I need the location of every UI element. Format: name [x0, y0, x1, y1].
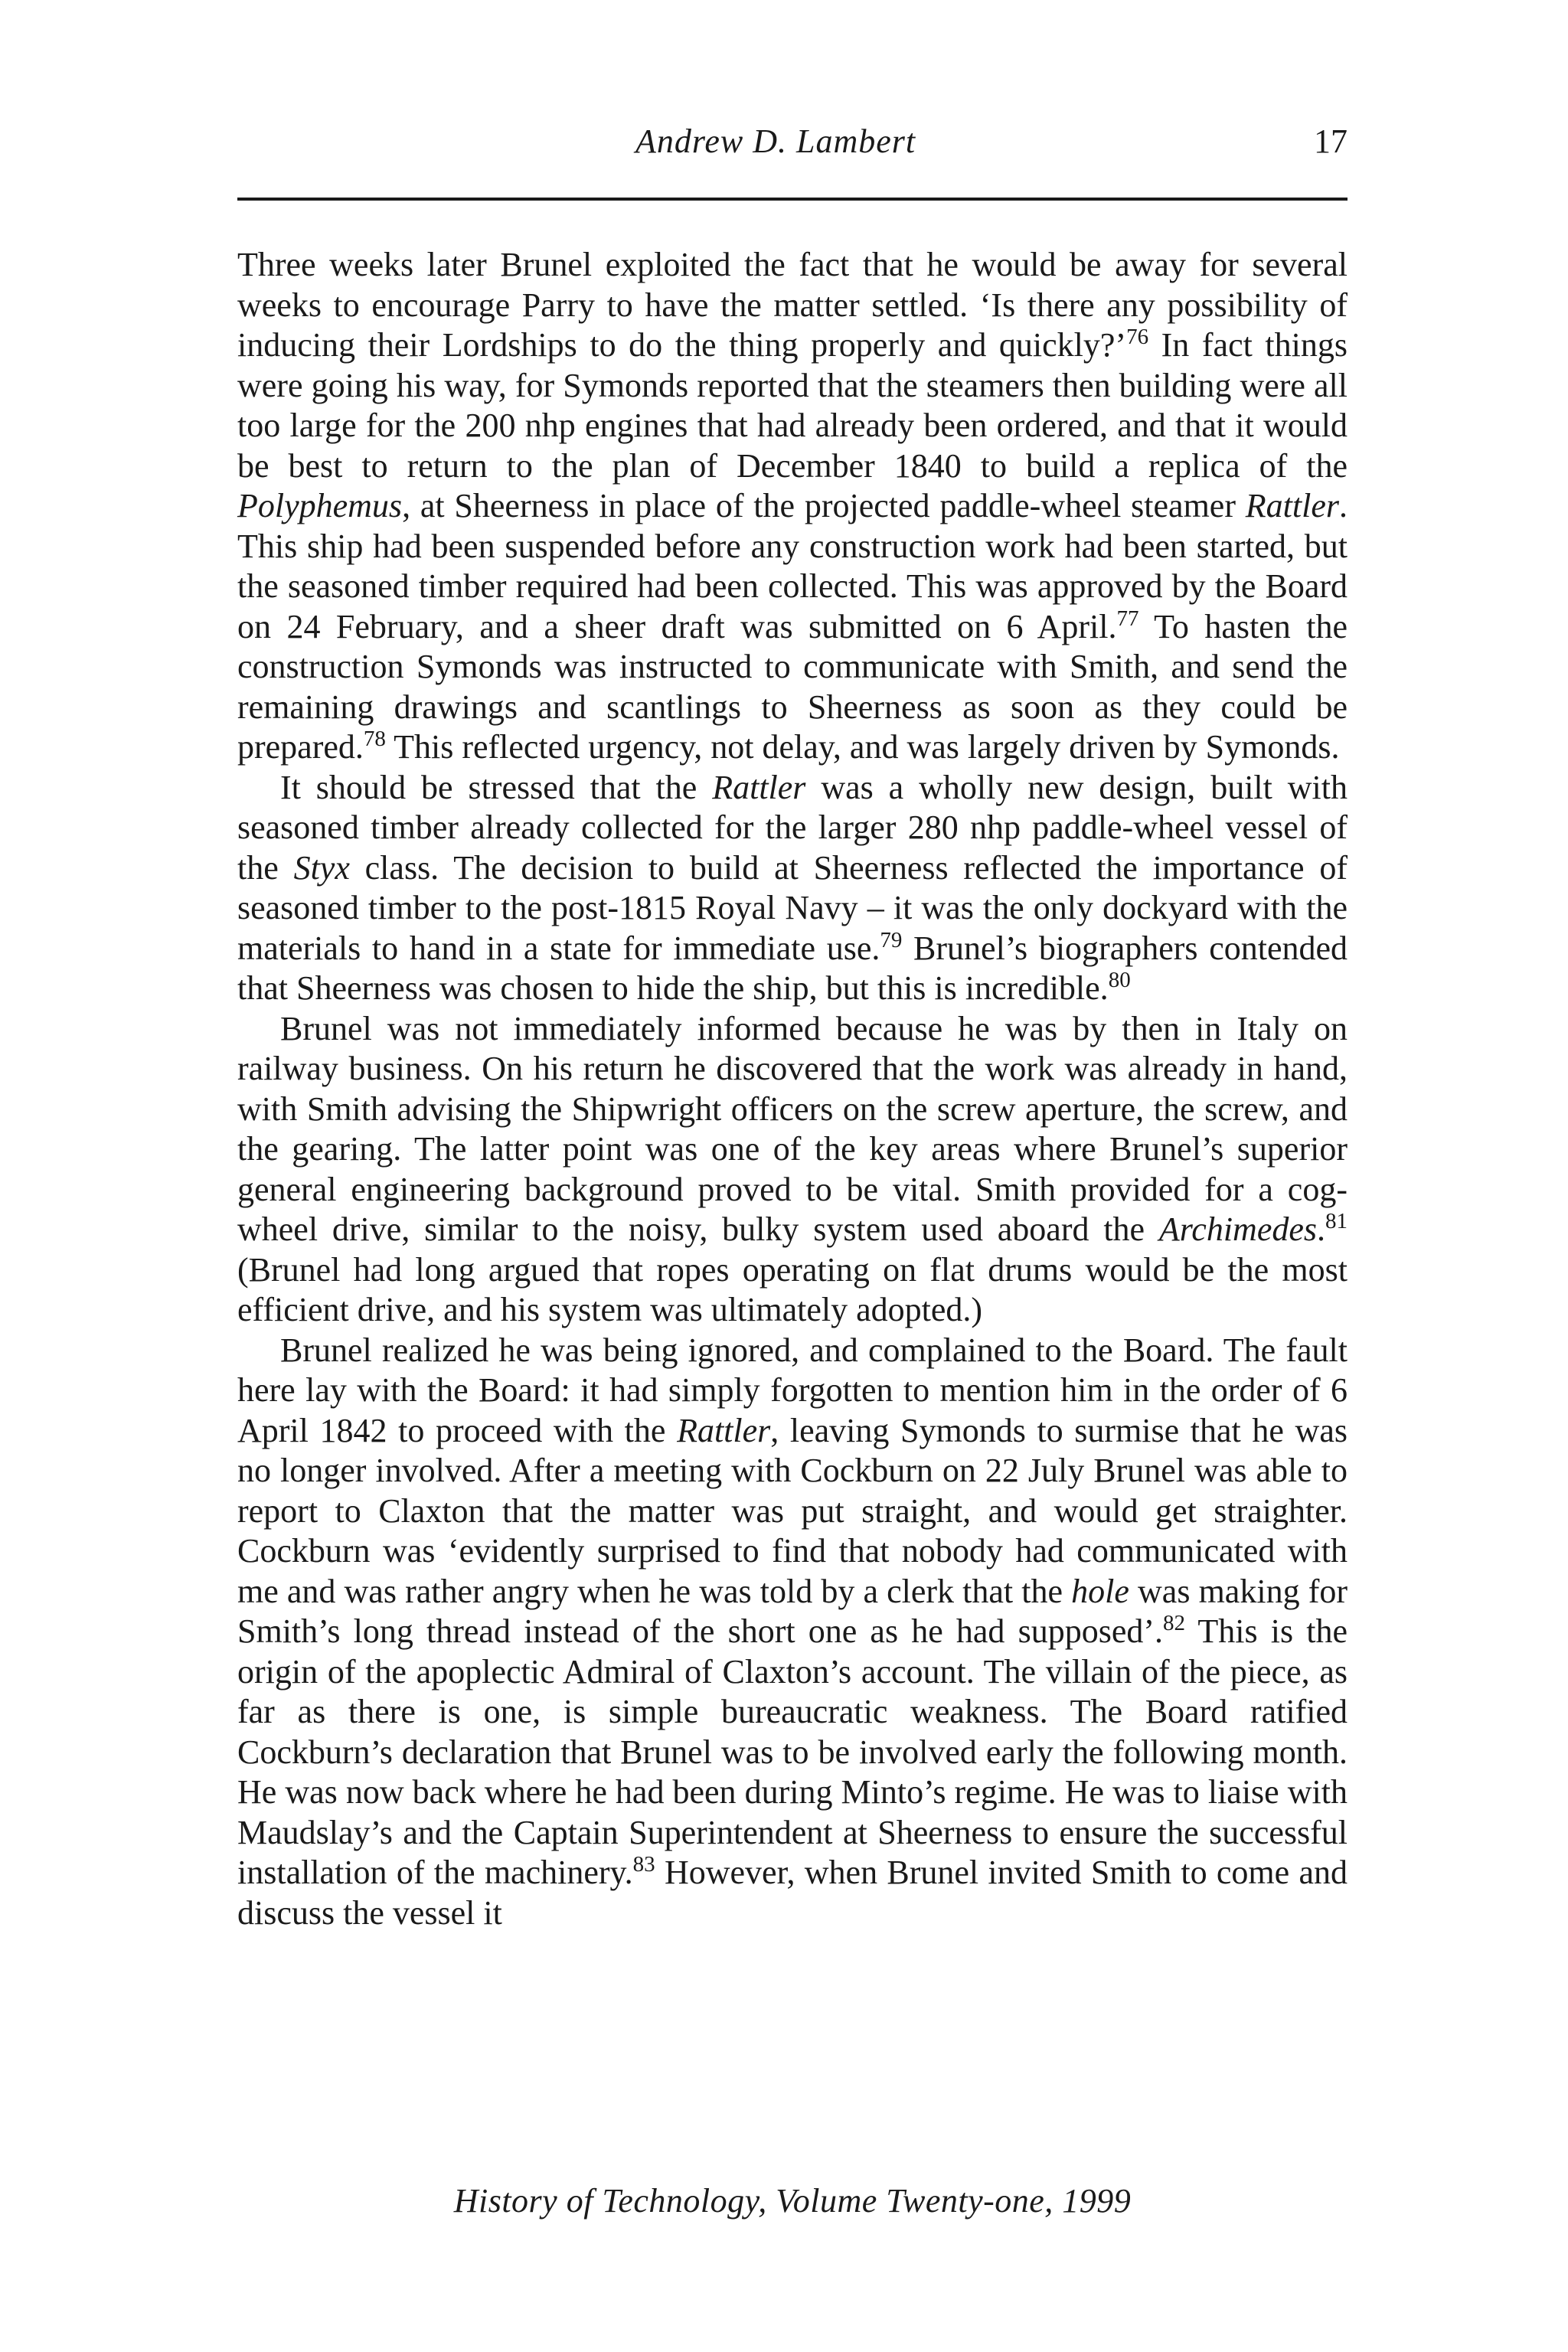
footnote-ref-82: 82: [1163, 1611, 1186, 1635]
footnote-ref-80: 80: [1108, 968, 1131, 992]
running-head-author: Andrew D. Lambert: [635, 122, 916, 160]
journal-footer: History of Technology, Volume Twenty-one, 1999: [453, 2182, 1132, 2220]
paragraph-text: .: [1317, 1210, 1325, 1248]
footnote-ref-78: 78: [363, 727, 386, 751]
paragraph-text: To hasten the construction Symonds was instructed to communicate with Smith, and send the remaining drawings and scantlings to Sheerness as soon as they could be prepared.: [237, 607, 1348, 766]
emphasis-italic: hole: [1071, 1572, 1129, 1610]
footnote-ref-79: 79: [880, 927, 903, 952]
header-rule: [237, 198, 1348, 201]
article-body: [237, 245, 1348, 1933]
ship-name-italic: Rattler: [712, 768, 806, 806]
paragraph-4: [237, 1331, 1348, 1934]
running-head: [0, 115, 1348, 168]
paragraph-text: It should be stressed that the: [280, 768, 713, 806]
paragraph-text: . This ship had been suspended before any construction work had been started, but the seasoned timber required had been collected. This was approved by the Board on 24 February, and a sheer draft was submitted on 6 April.: [237, 487, 1348, 645]
footnote-ref-76: 76: [1126, 325, 1149, 349]
page-number: 17: [1314, 122, 1348, 160]
paragraph-text: Three weeks later Brunel exploited the fact that he would be away for several weeks to encourage Parry to have the matter settled. ‘Is there any possibility of inducing their Lordships to do the thing properly and quickly?’: [237, 246, 1348, 364]
ship-name-italic: Polyphemus: [237, 487, 403, 524]
paragraph-text: However, when Brunel invited Smith to come and discuss the vessel it: [237, 1854, 1348, 1932]
paragraph-3: [237, 1009, 1348, 1331]
paragraph-text: This is the origin of the apoplectic Admiral of Claxton’s account. The villain of the piece, as far as there is one, is simple bureaucratic weakness. The Board ratified Cockburn’s declaration that Brunel was to be involved early the following month. He was now back where he had been during Minto’s regime. He was to liaise with Maudslay’s and the Captain Superintendent at Sheerness to ensure the successful installation of the machinery.: [237, 1612, 1348, 1891]
paragraph-text: Brunel was not immediately informed because he was by then in Italy on railway business. On his return he discovered that the work was already in hand, with Smith advising the Shipwright officers on the screw aperture, the screw, and the gearing. The latter point was one of the key areas where Brunel’s superior general engineering background proved to be vital. Smith provided for a cog-wheel drive, similar to the noisy, bulky system used aboard the: [237, 1009, 1348, 1248]
paragraph-2: [237, 768, 1348, 1009]
footnote-ref-77: 77: [1116, 606, 1139, 631]
ship-name-italic: Styx: [293, 848, 350, 887]
paragraph-text: Brunel’s biographers contended that Sheerness was chosen to hide the ship, but this is incredible.: [237, 929, 1348, 1007]
paragraph-1: [237, 245, 1348, 768]
footnote-ref-83: 83: [632, 1852, 655, 1877]
footnote-ref-81: 81: [1325, 1209, 1348, 1233]
paragraph-text: was making for Smith’s long thread instead of the short one as he had supposed’.: [237, 1572, 1348, 1650]
paragraph-text: This reflected urgency, not delay, and was largely driven by Symonds.: [385, 728, 1340, 766]
paragraph-text: was a wholly new design, built with seasoned timber already collected for the larger 280 nhp paddle-wheel vessel of the: [237, 768, 1348, 887]
paragraph-text: Brunel realized he was being ignored, and complained to the Board. The fault here lay with the Board: it had simply forgotten to mention him in the order of 6 April 1842 to proceed with the: [237, 1331, 1348, 1449]
paragraph-text: class. The decision to build at Sheerness reflected the importance of seasoned timber to the post-1815 Royal Navy – it was the only dockyard with the materials to hand in a state for immediate use.: [237, 848, 1348, 967]
ship-name-italic: Archimedes: [1158, 1210, 1317, 1248]
paragraph-text: , at Sheerness in place of the projected paddle-wheel steamer: [402, 487, 1246, 524]
ship-name-italic: Rattler: [1245, 487, 1339, 524]
ship-name-italic: Rattler: [677, 1411, 771, 1449]
paragraph-text: In fact things were going his way, for Symonds reported that the steamers then building were all too large for the 200 nhp engines that had already been ordered, and that it would be best to return to the plan of December 1840 to build a replica of the: [237, 326, 1348, 485]
paragraph-text: (Brunel had long argued that ropes operating on flat drums would be the most efficient drive, and his system was ultimately adopted.): [237, 1250, 1348, 1328]
paragraph-text: , leaving Symonds to surmise that he was no longer involved. After a meeting with Cockburn on 22 July Brunel was able to report to Claxton that the matter was put straight, and would get straighter. Cockburn was ‘evidently surprised to find that nobody had communicated with me and was rather angry when he was told by a clerk that the: [237, 1411, 1348, 1610]
